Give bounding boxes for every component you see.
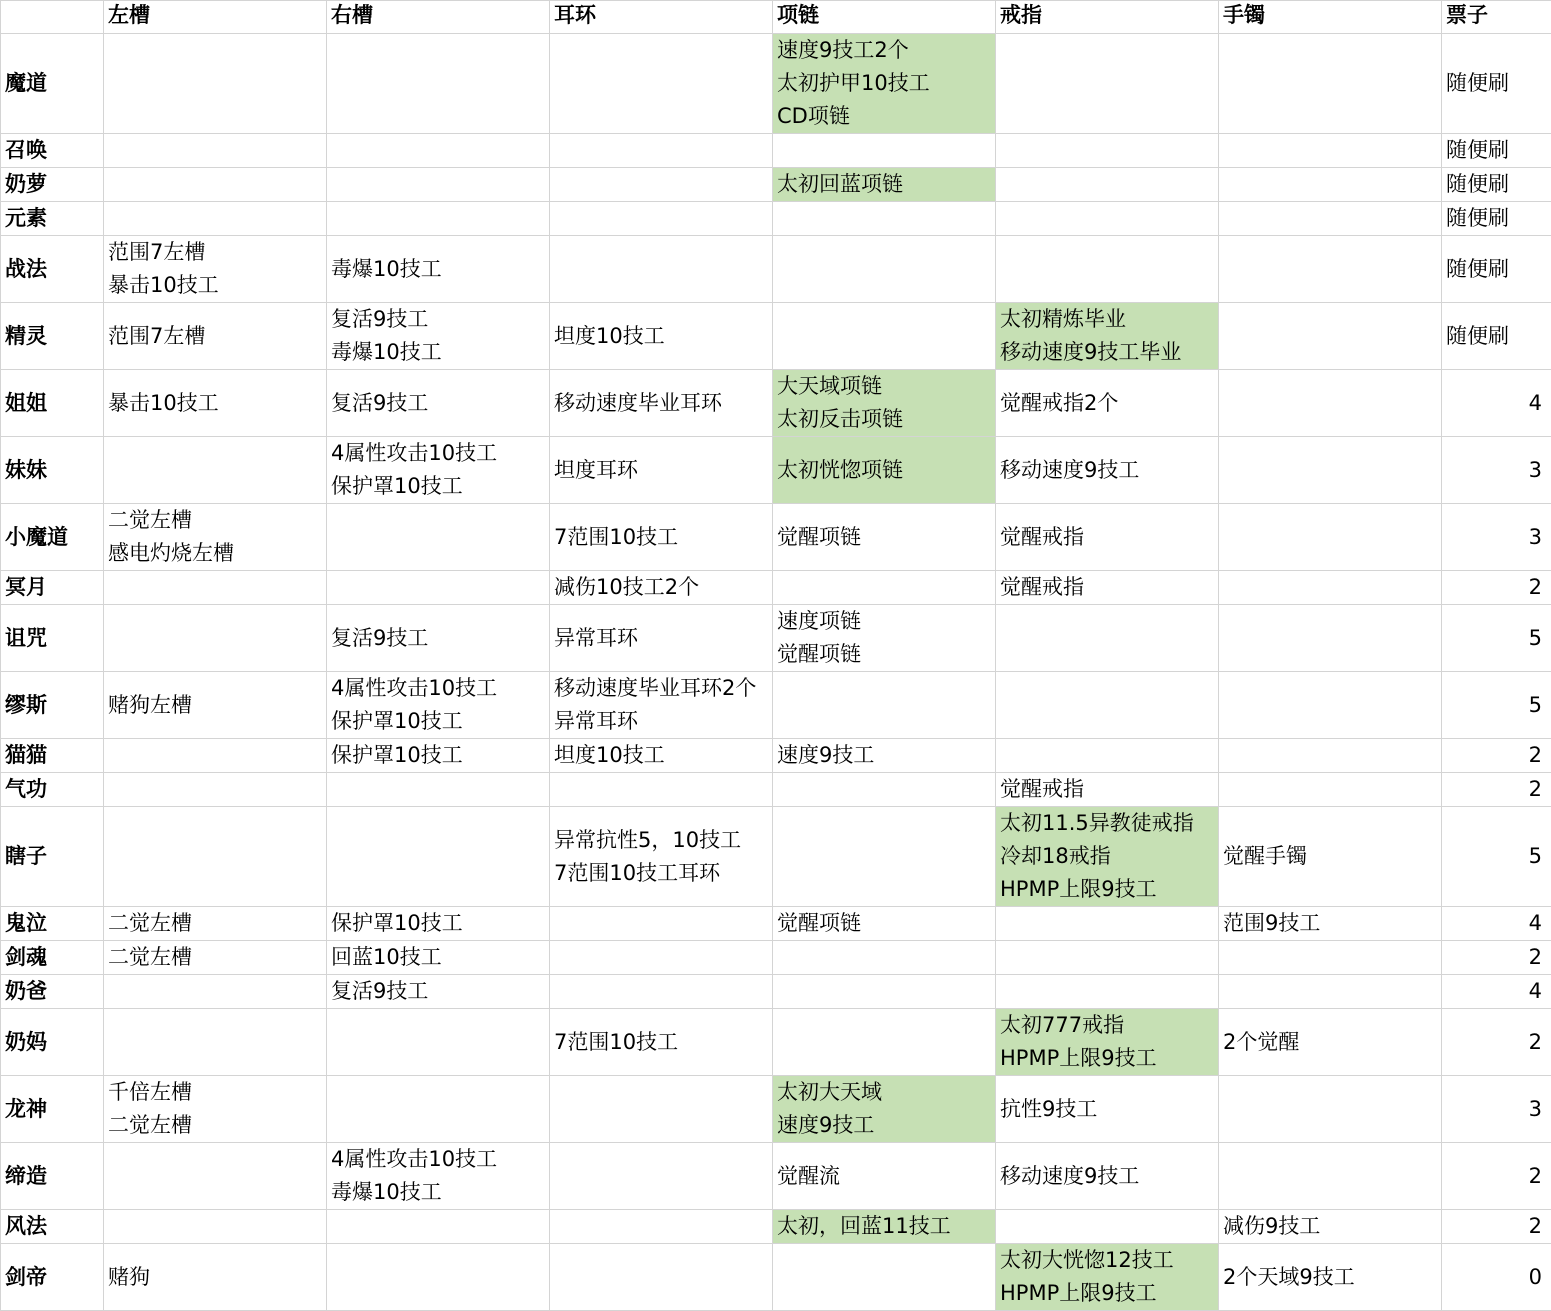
table-cell[interactable] [996, 975, 1219, 1009]
table-row [1, 202, 1551, 236]
table-cell[interactable] [550, 1210, 773, 1244]
table-cell[interactable] [773, 1009, 996, 1076]
table-cell[interactable] [1219, 672, 1442, 739]
table-cell[interactable] [104, 134, 327, 168]
table-cell[interactable]: 抗性9技工 [996, 1076, 1219, 1143]
table-cell[interactable] [550, 1076, 773, 1143]
table-cell[interactable]: 赌狗左槽 [104, 672, 327, 739]
table-cell[interactable] [550, 168, 773, 202]
column-header[interactable]: 票子 [1442, 1, 1551, 34]
row-header[interactable]: 剑魂 [1, 941, 104, 975]
column-header[interactable]: 右槽 [327, 1, 550, 34]
table-cell[interactable] [773, 134, 996, 168]
table-cell[interactable] [996, 941, 1219, 975]
ticket-cell[interactable]: 4 [1442, 370, 1551, 437]
table-cell[interactable] [327, 168, 550, 202]
table-cell[interactable]: 2个觉醒 [1219, 1009, 1442, 1076]
table-cell[interactable] [1219, 437, 1442, 504]
table-cell[interactable]: 二觉左槽 感电灼烧左槽 [104, 504, 327, 571]
row-header[interactable]: 风法 [1, 1210, 104, 1244]
table-cell[interactable] [996, 168, 1219, 202]
table-cell[interactable]: 异常抗性5，10技工 7范围10技工耳环 [550, 807, 773, 907]
table-cell[interactable]: 觉醒戒指2个 [996, 370, 1219, 437]
table-cell[interactable] [327, 1076, 550, 1143]
ticket-cell[interactable]: 5 [1442, 605, 1551, 672]
table-cell[interactable]: 毒爆10技工 [327, 236, 550, 303]
table-cell[interactable] [104, 773, 327, 807]
table-cell[interactable]: 速度项链 觉醒项链 [773, 605, 996, 672]
ticket-cell[interactable]: 2 [1442, 941, 1551, 975]
table-cell[interactable]: 异常耳环 [550, 605, 773, 672]
table-cell[interactable] [1219, 236, 1442, 303]
table-cell[interactable] [550, 1143, 773, 1210]
column-header[interactable]: 戒指 [996, 1, 1219, 34]
table-row [1, 1210, 1551, 1244]
header-row [1, 1, 1551, 34]
table-row [1, 1076, 1551, 1143]
table-cell[interactable] [1219, 605, 1442, 672]
table-cell[interactable]: 觉醒戒指 [996, 504, 1219, 571]
table-cell[interactable]: 7范围10技工 [550, 1009, 773, 1076]
table-cell[interactable]: 范围7左槽 暴击10技工 [104, 236, 327, 303]
table-cell[interactable] [1219, 134, 1442, 168]
table-cell[interactable] [1219, 1076, 1442, 1143]
table-cell[interactable]: 太初大天域 速度9技工 [773, 1076, 996, 1143]
table-cell[interactable] [773, 202, 996, 236]
row-header[interactable]: 姐姐 [1, 370, 104, 437]
row-header[interactable]: 妹妹 [1, 437, 104, 504]
table-row [1, 437, 1551, 504]
row-header[interactable]: 剑帝 [1, 1244, 104, 1311]
table-cell[interactable] [773, 941, 996, 975]
table-cell[interactable]: 移动速度9技工 [996, 437, 1219, 504]
table-cell[interactable] [773, 807, 996, 907]
table-cell[interactable] [1219, 370, 1442, 437]
table-cell[interactable] [327, 807, 550, 907]
ticket-cell[interactable]: 2 [1442, 1143, 1551, 1210]
table-cell[interactable]: 暴击10技工 [104, 370, 327, 437]
table-cell[interactable]: 减伤10技工2个 [550, 571, 773, 605]
table-cell[interactable] [1219, 739, 1442, 773]
table-cell[interactable]: 觉醒戒指 [996, 773, 1219, 807]
table-cell[interactable]: 保护罩10技工 [327, 739, 550, 773]
table-cell[interactable] [104, 202, 327, 236]
table-cell[interactable] [773, 672, 996, 739]
table-body [1, 34, 1551, 1311]
table-cell[interactable] [327, 571, 550, 605]
ticket-cell[interactable]: 随便刷 [1442, 202, 1551, 236]
table-row [1, 236, 1551, 303]
ticket-cell[interactable]: 随便刷 [1442, 168, 1551, 202]
table-cell[interactable]: 复活9技工 [327, 605, 550, 672]
table-cell[interactable] [104, 437, 327, 504]
table-cell[interactable] [1219, 34, 1442, 134]
table-cell[interactable] [104, 739, 327, 773]
row-header[interactable]: 鬼泣 [1, 907, 104, 941]
table-cell[interactable]: 太初大恍惚12技工 HPMP上限9技工 [996, 1244, 1219, 1311]
row-header[interactable]: 缔造 [1, 1143, 104, 1210]
table-cell[interactable] [773, 236, 996, 303]
table-row [1, 975, 1551, 1009]
table-cell[interactable] [1219, 168, 1442, 202]
table-cell[interactable]: 觉醒流 [773, 1143, 996, 1210]
table-cell[interactable] [327, 34, 550, 134]
table-cell[interactable] [1219, 202, 1442, 236]
table-cell[interactable] [104, 1210, 327, 1244]
table-cell[interactable] [104, 807, 327, 907]
table-cell[interactable] [327, 773, 550, 807]
table-cell[interactable]: 二觉左槽 [104, 941, 327, 975]
table-cell[interactable] [996, 236, 1219, 303]
table-row [1, 941, 1551, 975]
table-cell[interactable] [1219, 571, 1442, 605]
row-header[interactable]: 战法 [1, 236, 104, 303]
table-cell[interactable] [1219, 773, 1442, 807]
table-cell[interactable] [1219, 504, 1442, 571]
table-cell[interactable]: 复活9技工 毒爆10技工 [327, 303, 550, 370]
ticket-cell[interactable]: 3 [1442, 504, 1551, 571]
row-header[interactable]: 冥月 [1, 571, 104, 605]
table-cell[interactable]: 千倍左槽 二觉左槽 [104, 1076, 327, 1143]
table-cell[interactable] [550, 941, 773, 975]
table-cell[interactable] [104, 1143, 327, 1210]
table-cell[interactable]: 4属性攻击10技工 毒爆10技工 [327, 1143, 550, 1210]
table-row [1, 1244, 1551, 1311]
table-cell[interactable]: 坦度10技工 [550, 739, 773, 773]
table-cell[interactable]: 复活9技工 [327, 975, 550, 1009]
table-cell[interactable] [104, 1009, 327, 1076]
table-cell[interactable]: 移动速度毕业耳环 [550, 370, 773, 437]
table-cell[interactable] [1219, 1143, 1442, 1210]
row-header[interactable]: 龙神 [1, 1076, 104, 1143]
table-cell[interactable] [104, 168, 327, 202]
table-cell[interactable]: 觉醒手镯 [1219, 807, 1442, 907]
table-cell[interactable] [1219, 303, 1442, 370]
row-header[interactable]: 魔道 [1, 34, 104, 134]
row-header[interactable]: 猫猫 [1, 739, 104, 773]
table-cell[interactable]: 太初恍惚项链 [773, 437, 996, 504]
table-row [1, 168, 1551, 202]
ticket-cell[interactable]: 2 [1442, 571, 1551, 605]
table-cell[interactable]: 减伤9技工 [1219, 1210, 1442, 1244]
table-cell[interactable] [327, 504, 550, 571]
table-cell[interactable] [1219, 975, 1442, 1009]
table-cell[interactable] [327, 1244, 550, 1311]
table-cell[interactable]: 觉醒项链 [773, 907, 996, 941]
table-cell[interactable] [550, 1244, 773, 1311]
table-cell[interactable] [104, 975, 327, 1009]
table-cell[interactable] [550, 236, 773, 303]
table-cell[interactable] [773, 1244, 996, 1311]
table-row [1, 1143, 1551, 1210]
table-cell[interactable] [996, 907, 1219, 941]
table-row [1, 504, 1551, 571]
table-cell[interactable] [773, 773, 996, 807]
table-cell[interactable] [550, 34, 773, 134]
table-cell[interactable]: 范围9技工 [1219, 907, 1442, 941]
table-cell[interactable] [773, 571, 996, 605]
ticket-cell[interactable]: 4 [1442, 975, 1551, 1009]
row-header[interactable]: 元素 [1, 202, 104, 236]
table-cell[interactable]: 大天域项链 太初反击项链 [773, 370, 996, 437]
column-header[interactable]: 手镯 [1219, 1, 1442, 34]
table-cell[interactable] [104, 34, 327, 134]
row-header[interactable]: 气功 [1, 773, 104, 807]
ticket-cell[interactable]: 2 [1442, 773, 1551, 807]
row-header[interactable]: 奶妈 [1, 1009, 104, 1076]
table-cell[interactable] [996, 605, 1219, 672]
ticket-cell[interactable]: 2 [1442, 1210, 1551, 1244]
table-cell[interactable]: 觉醒戒指 [996, 571, 1219, 605]
table-cell[interactable]: 范围7左槽 [104, 303, 327, 370]
table-cell[interactable]: 回蓝10技工 [327, 941, 550, 975]
table-cell[interactable] [550, 202, 773, 236]
table-cell[interactable]: 4属性攻击10技工 保护罩10技工 [327, 437, 550, 504]
table-cell[interactable]: 觉醒项链 [773, 504, 996, 571]
table-cell[interactable] [773, 303, 996, 370]
table-cell[interactable]: 2个天域9技工 [1219, 1244, 1442, 1311]
table-row [1, 672, 1551, 739]
table-cell[interactable]: 复活9技工 [327, 370, 550, 437]
table-cell[interactable]: 速度9技工2个 太初护甲10技工 CD项链 [773, 34, 996, 134]
table-cell[interactable] [773, 975, 996, 1009]
table-row [1, 571, 1551, 605]
table-cell[interactable]: 太初，回蓝11技工 [773, 1210, 996, 1244]
ticket-cell[interactable]: 随便刷 [1442, 236, 1551, 303]
row-header[interactable]: 小魔道 [1, 504, 104, 571]
table-cell[interactable] [327, 202, 550, 236]
table-cell[interactable] [996, 1210, 1219, 1244]
table-row [1, 807, 1551, 907]
table-cell[interactable] [550, 907, 773, 941]
table-row [1, 739, 1551, 773]
table-row [1, 907, 1551, 941]
table-cell[interactable]: 速度9技工 [773, 739, 996, 773]
table-row [1, 773, 1551, 807]
ticket-cell[interactable]: 2 [1442, 1009, 1551, 1076]
table-cell[interactable]: 坦度10技工 [550, 303, 773, 370]
table-cell[interactable] [996, 202, 1219, 236]
table-cell[interactable] [1219, 941, 1442, 975]
table-cell[interactable]: 太初回蓝项链 [773, 168, 996, 202]
table-cell[interactable] [104, 605, 327, 672]
table-cell[interactable]: 4属性攻击10技工 保护罩10技工 [327, 672, 550, 739]
table-cell[interactable]: 太初777戒指 HPMP上限9技工 [996, 1009, 1219, 1076]
ticket-cell[interactable]: 随便刷 [1442, 134, 1551, 168]
ticket-cell[interactable]: 5 [1442, 672, 1551, 739]
ticket-cell[interactable]: 3 [1442, 1076, 1551, 1143]
table-row [1, 370, 1551, 437]
table-cell[interactable]: 移动速度9技工 [996, 1143, 1219, 1210]
corner-cell[interactable] [1, 1, 104, 34]
table-cell[interactable]: 赌狗 [104, 1244, 327, 1311]
table-cell[interactable]: 坦度耳环 [550, 437, 773, 504]
ticket-cell[interactable]: 随便刷 [1442, 34, 1551, 134]
table-cell[interactable] [104, 571, 327, 605]
table-cell[interactable] [996, 34, 1219, 134]
column-header[interactable]: 项链 [773, 1, 996, 34]
table-cell[interactable]: 7范围10技工 [550, 504, 773, 571]
table-cell[interactable] [327, 134, 550, 168]
ticket-cell[interactable]: 4 [1442, 907, 1551, 941]
table-cell[interactable] [996, 739, 1219, 773]
ticket-cell[interactable]: 随便刷 [1442, 303, 1551, 370]
column-header[interactable]: 左槽 [104, 1, 327, 34]
table-cell[interactable] [327, 1009, 550, 1076]
row-header[interactable]: 缪斯 [1, 672, 104, 739]
ticket-cell[interactable]: 3 [1442, 437, 1551, 504]
ticket-cell[interactable]: 0 [1442, 1244, 1551, 1311]
table-cell[interactable]: 太初精炼毕业 移动速度9技工毕业 [996, 303, 1219, 370]
row-header[interactable]: 奶萝 [1, 168, 104, 202]
table-row [1, 605, 1551, 672]
table-cell[interactable]: 太初11.5异教徒戒指 冷却18戒指 HPMP上限9技工 [996, 807, 1219, 907]
table-cell[interactable] [327, 1210, 550, 1244]
table-row [1, 1009, 1551, 1076]
ticket-cell[interactable]: 5 [1442, 807, 1551, 907]
row-header[interactable]: 精灵 [1, 303, 104, 370]
row-header[interactable]: 奶爸 [1, 975, 104, 1009]
row-header[interactable]: 召唤 [1, 134, 104, 168]
table-cell[interactable] [996, 134, 1219, 168]
table-cell[interactable] [550, 975, 773, 1009]
row-header[interactable]: 诅咒 [1, 605, 104, 672]
table-cell[interactable]: 移动速度毕业耳环2个 异常耳环 [550, 672, 773, 739]
table-cell[interactable]: 保护罩10技工 [327, 907, 550, 941]
table-row [1, 134, 1551, 168]
table-cell[interactable] [550, 773, 773, 807]
table-cell[interactable] [550, 134, 773, 168]
ticket-cell[interactable]: 2 [1442, 739, 1551, 773]
table-cell[interactable] [996, 672, 1219, 739]
table-cell[interactable]: 二觉左槽 [104, 907, 327, 941]
table-row [1, 34, 1551, 134]
column-header[interactable]: 耳环 [550, 1, 773, 34]
table-row [1, 303, 1551, 370]
row-header[interactable]: 瞎子 [1, 807, 104, 907]
